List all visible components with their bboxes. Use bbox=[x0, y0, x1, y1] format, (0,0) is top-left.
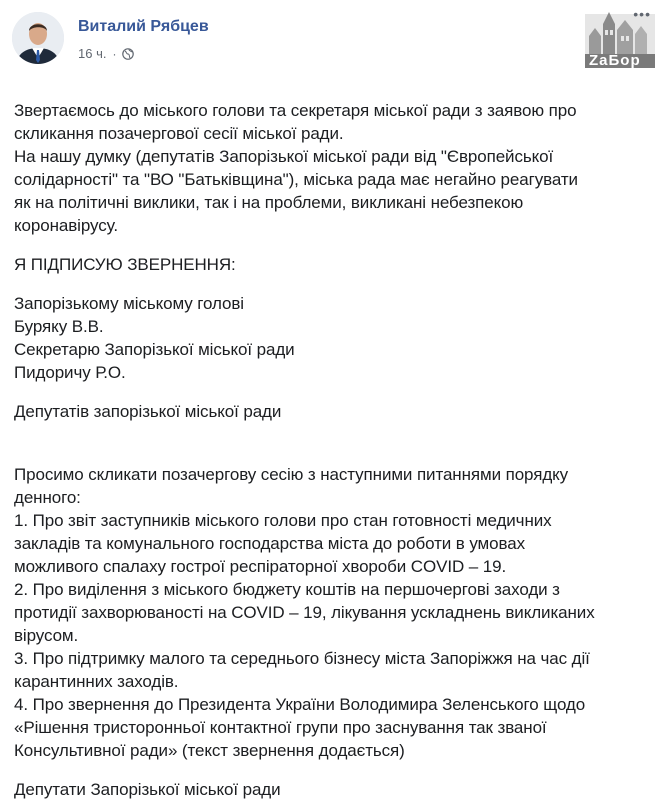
post-line: Секретарю Запорізької міської ради bbox=[14, 340, 295, 359]
post-line: На нашу думку (депутатів Запорізької міської ради від "Європейської bbox=[14, 147, 554, 166]
post-line: солідарності" та "ВО "Батьківщина"), міська рада має негайно реагувати bbox=[14, 170, 578, 189]
post-line: Буряку В.В. bbox=[14, 317, 104, 336]
post-line: Депутатів запорізької міської ради bbox=[14, 402, 282, 421]
post-line: Депутати Запорізької міської ради bbox=[14, 780, 281, 799]
post-line: можливого спалаху гострої респіраторної хвороби COVID – 19. bbox=[14, 557, 507, 576]
post-line: «Рішення тристоронньої контактної групи про заснування так званої bbox=[14, 718, 547, 737]
post-time[interactable]: 16 ч. bbox=[78, 46, 107, 61]
author-name[interactable]: Виталий Рябцев bbox=[78, 18, 209, 35]
post-line: коронавірусу. bbox=[14, 216, 118, 235]
globe-icon bbox=[122, 48, 134, 60]
post-line: 4. Про звернення до Президента України Володимира Зеленського щодо bbox=[14, 695, 586, 714]
more-dots-icon[interactable]: ••• bbox=[633, 6, 651, 22]
post-line: карантинних заходів. bbox=[14, 672, 179, 691]
author-avatar[interactable] bbox=[12, 12, 64, 64]
post-body bbox=[14, 99, 644, 801]
post-line: закладів та комунального господарства міста до роботи в умовах bbox=[14, 534, 525, 553]
post-line: скликання позачергової сесії міської ради. bbox=[14, 124, 344, 143]
post-line: Просимо скликати позачергову сесію з наступними питаннями порядку bbox=[14, 465, 569, 484]
post-header bbox=[12, 8, 572, 64]
meta-separator: · bbox=[112, 46, 117, 61]
post-line: Пидоричу Р.О. bbox=[14, 363, 126, 382]
post-line: Консультивної ради» (текст звернення додається) bbox=[14, 741, 405, 760]
post-line: Запорізькому міському голові bbox=[14, 294, 244, 313]
post-line: 3. Про підтримку малого та середнього бізнесу міста Запоріжжя на час дії bbox=[14, 649, 590, 668]
post-line: протидії захворюваності на COVID – 19, лікування ускладнень викликаних bbox=[14, 603, 595, 622]
post-line: Я ПІДПИСУЮ ЗВЕРНЕННЯ: bbox=[14, 255, 236, 274]
post-line: 2. Про виділення з міського бюджету коштів на першочергові заходи з bbox=[14, 580, 560, 599]
post-line: денного: bbox=[14, 488, 81, 507]
post-line: вірусом. bbox=[14, 626, 79, 645]
post-line: як на політичні виклики, так і на проблеми, викликані небезпекою bbox=[14, 193, 524, 212]
watermark-text: ZaБор bbox=[589, 52, 641, 69]
post-line: Звертаємось до міського голови та секретаря міської ради з заявою про bbox=[14, 101, 577, 120]
post-line: 1. Про звіт заступників міського голови про стан готовності медичних bbox=[14, 511, 552, 530]
post-meta bbox=[78, 46, 134, 61]
